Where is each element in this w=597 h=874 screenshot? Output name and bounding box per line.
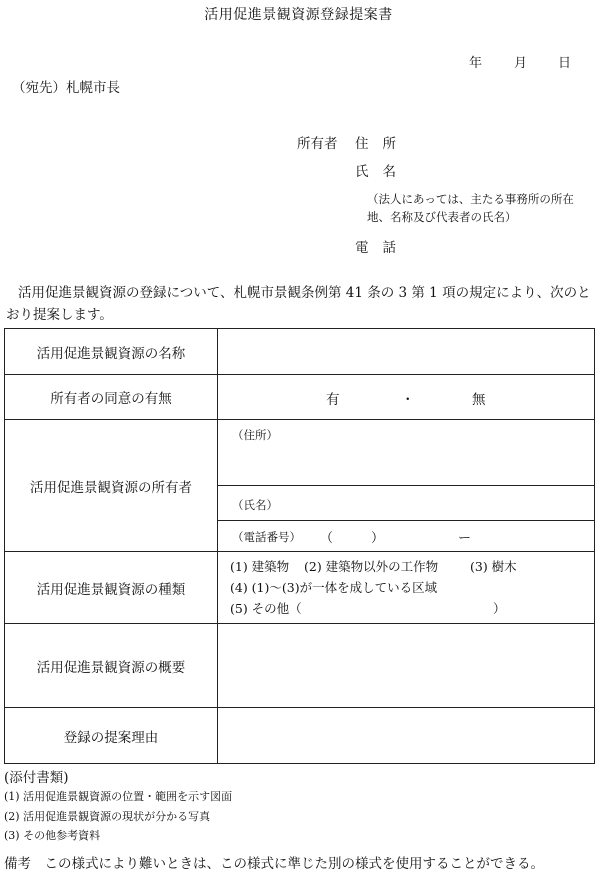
corporation-note: （法人にあっては、主たる事務所の所在地、名称及び代表者の氏名） <box>367 192 574 224</box>
attachment-item: (3) その他参考資料 <box>4 829 101 842</box>
resource-type-label: 活用促進景観資源の種類 <box>5 552 218 624</box>
remark-note: 備考 この様式により難いときは、この様式に準じた別の様式を使用することができる。 <box>4 856 544 872</box>
date-year-label: 年 <box>469 56 483 71</box>
phone-paren-close: ） <box>371 531 385 546</box>
proposal-reason-label: 登録の提案理由 <box>5 708 218 764</box>
attachments-title: (添付書類) <box>4 770 69 786</box>
table-row <box>5 624 595 708</box>
owner-consent-field <box>218 375 595 420</box>
addressee: （宛先）札幌市長 <box>12 80 120 96</box>
owner-name-caption: （氏名） <box>232 498 278 512</box>
consent-no-option[interactable]: 無 <box>472 392 486 408</box>
registration-form-table <box>4 328 595 764</box>
type-option-area[interactable]: (4) (1)～(3)が一体を成している区域 <box>230 580 438 595</box>
type-option-building[interactable]: (1) 建築物 <box>230 559 290 574</box>
table-row <box>5 329 595 375</box>
owner-phone-caption: （電話番号） <box>232 530 301 544</box>
table-row <box>5 552 595 624</box>
attachment-item: (1) 活用促進景観資源の位置・範囲を示す図面 <box>4 790 233 803</box>
owner-address-caption: （住所） <box>232 428 278 442</box>
table-row <box>5 420 595 552</box>
resource-overview-field[interactable] <box>218 624 595 708</box>
phone-paren-open: （ <box>320 531 334 546</box>
resource-owner-label: 活用促進景観資源の所有者 <box>5 420 218 552</box>
consent-yes-option[interactable]: 有 <box>326 392 340 408</box>
owner-address-field[interactable] <box>218 420 594 486</box>
table-row <box>5 375 595 420</box>
resource-name-field[interactable] <box>218 329 595 375</box>
date-day-label: 日 <box>558 56 572 71</box>
type-option-structure[interactable]: (2) 建築物以外の工作物 <box>304 559 439 574</box>
consent-separator: ・ <box>401 392 415 408</box>
resource-overview-label: 活用促進景観資源の概要 <box>5 624 218 708</box>
resource-type-field <box>218 552 595 624</box>
type-option-tree[interactable]: (3) 樹木 <box>470 559 517 574</box>
proposal-reason-field[interactable] <box>218 708 595 764</box>
type-option-other[interactable]: (5) その他（ <box>230 601 302 616</box>
intro-paragraph: 活用促進景観資源の登録について、札幌市景観条例第 41 条の 3 第 1 項の規定により、次のとおり提案します。 <box>6 285 591 323</box>
address-label: 住所 <box>355 136 410 152</box>
resource-name-label: 活用促進景観資源の名称 <box>5 329 218 375</box>
resource-owner-field <box>218 420 595 552</box>
owner-name-field[interactable] <box>218 486 594 521</box>
phone-dash: ー <box>458 531 472 546</box>
type-other-close-paren: ） <box>493 601 506 616</box>
name-label: 氏名 <box>355 164 410 180</box>
table-row <box>5 708 595 764</box>
owner-consent-label: 所有者の同意の有無 <box>5 375 218 420</box>
owner-phone-field[interactable] <box>218 521 594 551</box>
document-title: 活用促進景観資源登録提案書 <box>204 7 393 23</box>
attachment-item: (2) 活用促進景観資源の現状が分かる写真 <box>4 810 211 823</box>
owner-label: 所有者 <box>297 136 338 152</box>
phone-label: 電話 <box>355 240 410 256</box>
date-month-label: 月 <box>514 56 528 71</box>
